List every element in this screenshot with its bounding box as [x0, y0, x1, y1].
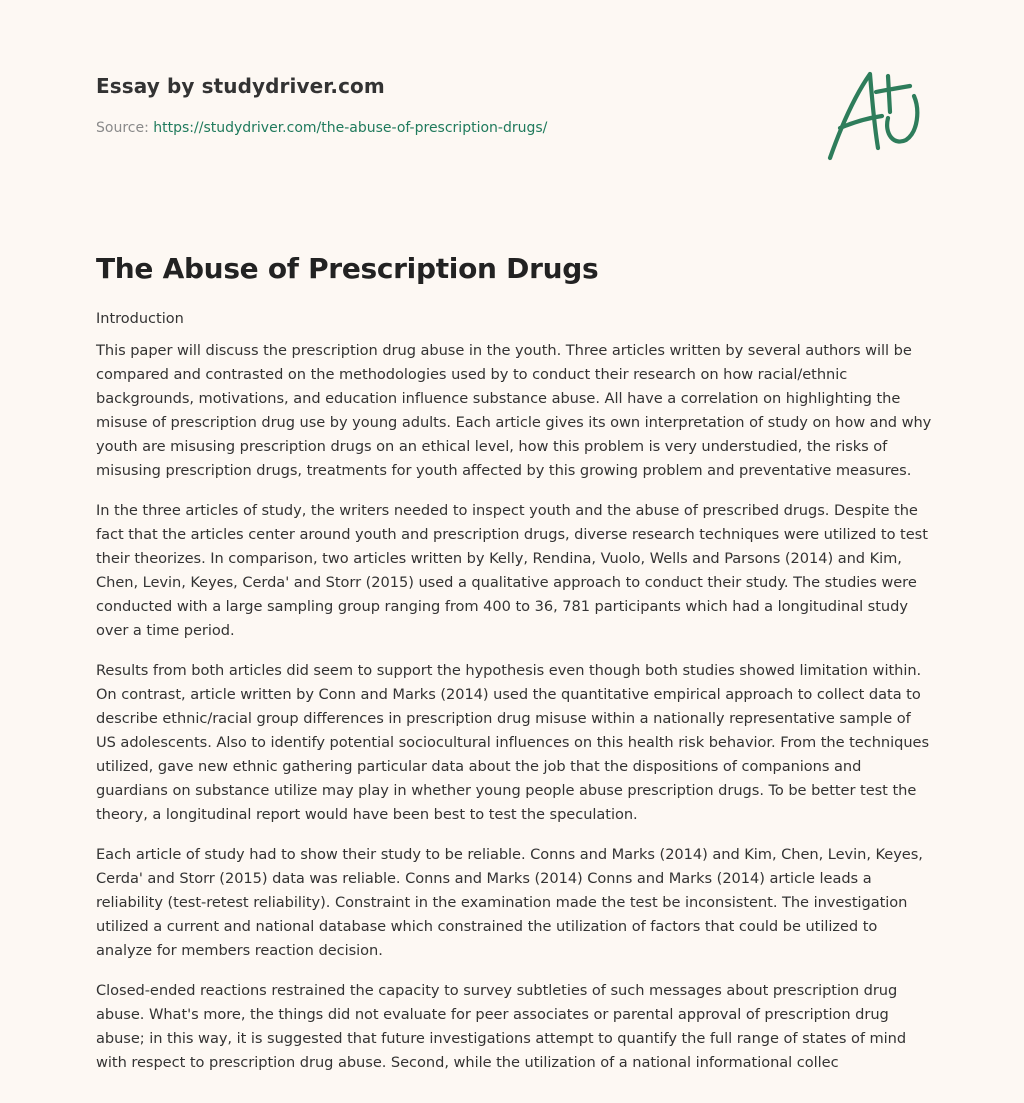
- source-label: Source:: [96, 120, 149, 136]
- paragraph-5: Closed-ended reactions restrained the capacity to survey subtleties of such messages about prescription drug abuse. What's more, the things did not evaluate for peer associates or parental approval of prescription drug abuse; in this way, it is suggested that future investigations attempt to quantify the full range of states of mind with respect to prescription drug abuse. Second, while the utilization of a national informational collec: [96, 982, 907, 1071]
- source-link[interactable]: https://studydriver.com/the-abuse-of-prescription-drugs/: [153, 120, 548, 136]
- paragraph-3: Results from both articles did seem to support the hypothesis even though both studies showed limitation within. On contrast, article written by Conn and Marks (2014) used the quantitative empirical approach to collect data to describe ethnic/racial group differences in prescription drug misuse within a nationally representative sample of US adolescents. Also to identify potential sociocultural influences on this health risk behavior. From the techniques utilized, gave new ethnic gathering particular data about the job that the dispositions of companions and guardians on substance utilize may play in whether young people abuse prescription drugs. To be better test the theory, a longitudinal report would have been best to test the speculation.: [96, 662, 930, 823]
- a-plus-logo-icon: [822, 64, 932, 168]
- paragraph-2: In the three articles of study, the writers needed to inspect youth and the abuse of prescribed drugs. Despite the fact that the articles center around youth and prescription drugs, diverse research techniques were utilized to test their theorizes. In comparison, two articles written by Kelly, Rendina, Vuolo, Wells and Parsons (2014) and Kim, Chen, Levin, Keyes, Cerda' and Storr (2015) used a qualitative approach to conduct their study. The studies were conducted with a large sampling group ranging from 400 to 36, 781 participants which had a longitudinal study over a time period.: [96, 502, 928, 639]
- source-line: [96, 120, 796, 136]
- essay-content: [96, 252, 932, 1091]
- section-heading: Introduction: [96, 311, 184, 327]
- site-brand: Essay by studydriver.com: [96, 74, 385, 98]
- paragraph-1: This paper will discuss the prescription drug abuse in the youth. Three articles written by several authors will be compared and contrasted on the methodologies used by to conduct their research on how racial/ethnic backgrounds, motivations, and education influence substance abuse. All have a correlation on highlighting the misuse of prescription drug use by young adults. Each article gives its own interpretation of study on how and why youth are misusing prescription drugs on an ethical level, how this problem is very understudied, the risks of misusing prescription drugs, treatments for youth affected by this growing problem and preventative measures.: [96, 342, 932, 479]
- essay-header: [96, 74, 796, 136]
- paragraph-4: Each article of study had to show their study to be reliable. Conns and Marks (2014) and Kim, Chen, Levin, Keyes, Cerda' and Storr (2015) data was reliable. Conns and Marks (2014) Conns and Marks (2014) article leads a reliability (test-retest reliability). Constraint in the examination made the test be inconsistent. The investigation utilized a current and national database which constrained the utilization of factors that could be utilized to analyze for members reaction decision.: [96, 846, 923, 959]
- essay-title: The Abuse of Prescription Drugs: [96, 252, 599, 285]
